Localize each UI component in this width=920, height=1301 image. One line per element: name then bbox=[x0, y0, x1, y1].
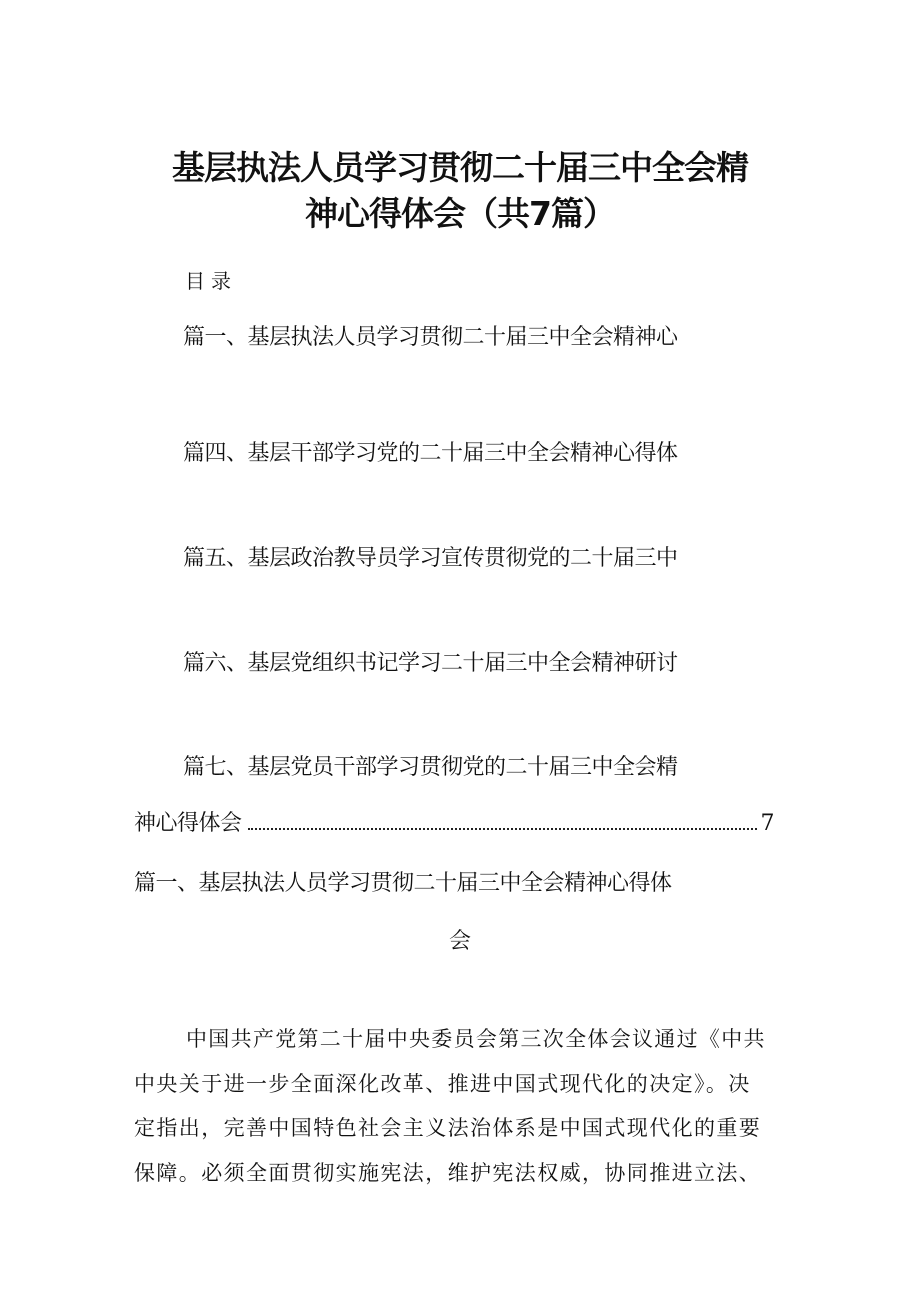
paragraph-line: 中央关于进一步全面深化改革、推进中国式现代化的决定》。决 bbox=[134, 1072, 751, 1096]
section-title-line-2: 会 bbox=[448, 929, 471, 954]
paragraph-line: 定指出，完善中国特色社会主义法治体系是中国式现代化的重要 bbox=[134, 1116, 762, 1140]
toc-entry[interactable]: 篇一、基层执法人员学习贯彻二十届三中全会精神心 bbox=[183, 325, 678, 350]
toc-dot-leader bbox=[248, 827, 757, 830]
toc-entry-continuation-text: 神心得体会 bbox=[134, 811, 242, 836]
toc-page-number: 7 bbox=[760, 811, 774, 836]
toc-heading: 目录 bbox=[185, 269, 237, 293]
paragraph-line: 中国共产党第二十届中央委员会第三次全体会议通过《中共 bbox=[186, 1027, 766, 1051]
toc-entry-continuation[interactable] bbox=[134, 806, 774, 837]
toc-entry[interactable]: 篇四、基层干部学习党的二十届三中全会精神心得体 bbox=[183, 441, 678, 466]
toc-entry[interactable]: 篇七、基层党员干部学习贯彻党的二十届三中全会精 bbox=[183, 755, 678, 780]
toc-entry[interactable]: 篇六、基层党组织书记学习二十届三中全会精神研讨 bbox=[183, 651, 678, 676]
document-title-line-1: 基层执法人员学习贯彻二十届三中全会精 bbox=[172, 148, 748, 187]
toc-entry[interactable]: 篇五、基层政治教导员学习宣传贯彻党的二十届三中 bbox=[183, 546, 678, 571]
section-title-line-1: 篇一、基层执法人员学习贯彻二十届三中全会精神心得体 bbox=[134, 871, 672, 896]
document-title-line-2: 神心得体会（共7篇） bbox=[305, 194, 615, 233]
paragraph-line: 保障。必须全面贯彻实施宪法，维护宪法权威，协同推进立法、 bbox=[134, 1161, 762, 1185]
